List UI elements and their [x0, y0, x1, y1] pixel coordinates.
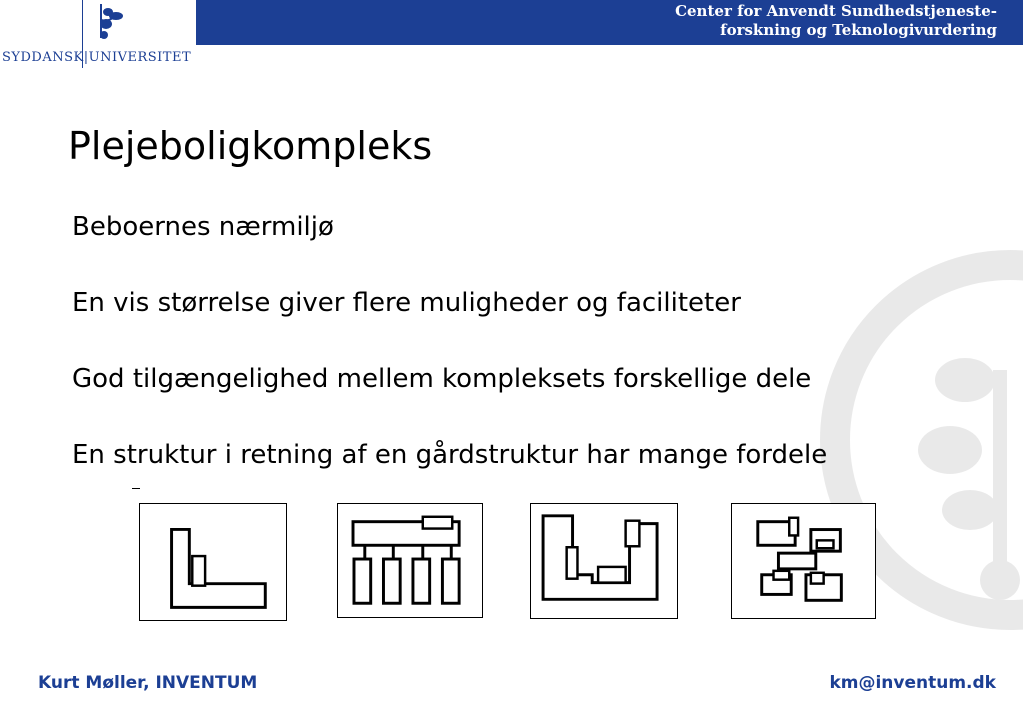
bullet-item: En vis størrelse giver flere muligheder og faciliteter: [72, 288, 741, 318]
university-wordmark-part-1: SYDDANSK: [2, 50, 84, 65]
u-shape-plan-icon: [531, 504, 677, 618]
layout-diagram-comb-shape: [337, 503, 483, 618]
slide-title: Plejeboligkompleks: [68, 124, 433, 168]
layout-diagram-l-shape: [139, 503, 287, 621]
center-title-line-2: forskning og Teknologivurdering: [720, 21, 997, 39]
comb-plan-icon: [338, 504, 482, 617]
wordmark-separator: |: [83, 50, 89, 65]
footer-author: Kurt Møller, INVENTUM: [38, 673, 258, 693]
dash-mark: [132, 488, 140, 489]
university-tree-logo-icon: [86, 2, 130, 42]
bullet-item: God tilgængelighed mellem kompleksets forskellige dele: [72, 364, 812, 394]
university-wordmark: [2, 50, 191, 65]
center-title: [577, 2, 997, 40]
bullet-item: Beboernes nærmiljø: [72, 212, 334, 242]
cluster-plan-icon: [732, 504, 875, 618]
layout-diagram-cluster: [731, 503, 876, 619]
footer-email: km@inventum.dk: [829, 673, 996, 693]
center-title-line-1: Center for Anvendt Sundhedstjeneste-: [675, 2, 997, 20]
layout-diagram-u-shape: [530, 503, 678, 619]
bullet-item: En struktur i retning af en gårdstruktur har mange fordele: [72, 440, 828, 470]
university-wordmark-part-2: UNIVERSITET: [88, 50, 192, 65]
l-shape-plan-icon: [140, 504, 286, 620]
